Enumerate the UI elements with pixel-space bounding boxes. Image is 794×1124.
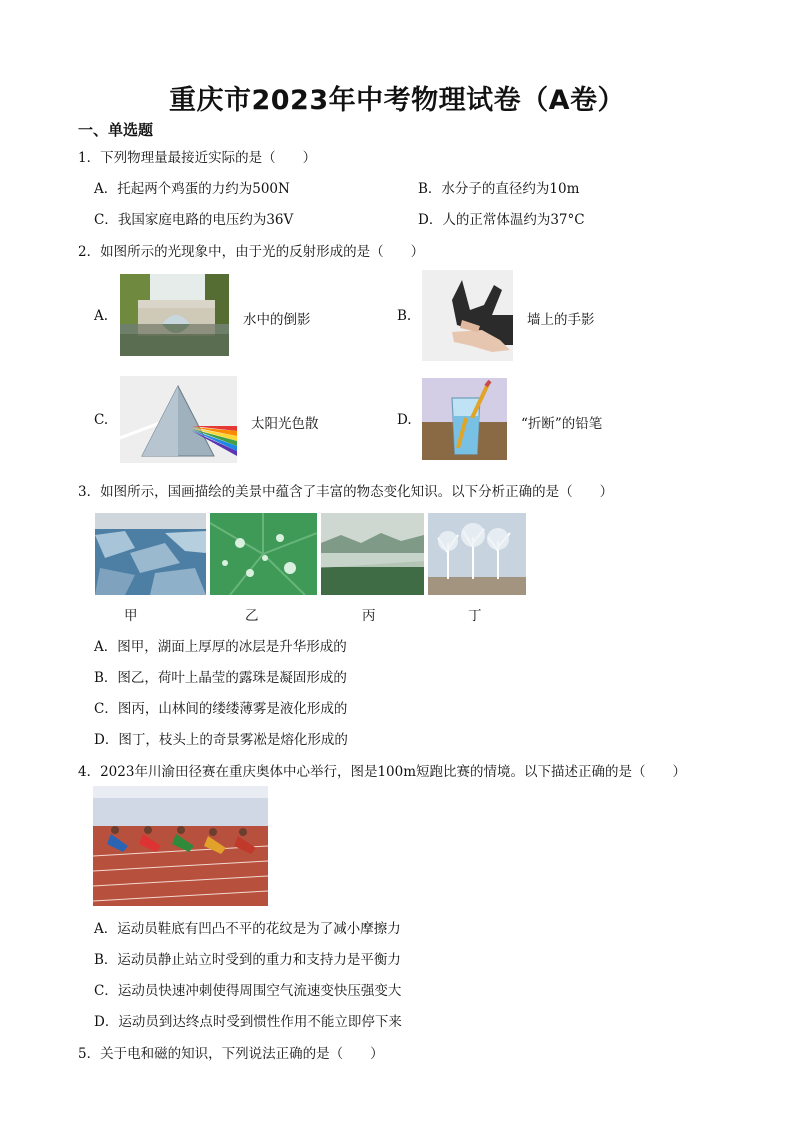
q1-option-d: D．人的正常体温约为37°C (418, 212, 585, 228)
q3-option-a: A．图甲，湖面上厚厚的冰层是升华形成的 (94, 639, 347, 655)
rime-trees-photo (428, 513, 526, 595)
q1-option-c: C．我国家庭电路的电压约为36V (94, 212, 294, 228)
question-5-stem: 5．关于电和磁的知识，下列说法正确的是（ ） (78, 1046, 384, 1062)
q3-label-bing: 丙 (362, 608, 376, 624)
bridge-reflection-photo (120, 274, 229, 356)
prism-dispersion-image (120, 376, 237, 463)
q2-caption-a: 水中的倒影 (243, 312, 311, 328)
q4-option-d: D．运动员到达终点时受到惯性作用不能立即停下来 (94, 1014, 402, 1030)
page-title: 重庆市2023年中考物理试卷（A卷） (168, 85, 626, 116)
q3-label-jia: 甲 (124, 608, 138, 624)
q3-option-c: C．图丙，山林间的缕缕薄雾是液化形成的 (94, 701, 348, 717)
q3-label-ding: 丁 (468, 608, 482, 624)
question-2-stem: 2．如图所示的光现象中，由于光的反射形成的是（ ） (78, 244, 425, 260)
q4-option-a: A．运动员鞋底有凹凸不平的花纹是为了减小摩擦力 (94, 921, 401, 937)
q4-option-c: C．运动员快速冲刺使得周围空气流速变快压强变大 (94, 983, 402, 999)
q2-caption-b: 墙上的手影 (527, 312, 595, 328)
q3-label-yi: 乙 (245, 608, 259, 624)
q2-caption-c: 太阳光色散 (251, 416, 319, 432)
q2-option-d-letter: D. (397, 412, 412, 428)
q4-option-b: B．运动员静止站立时受到的重力和支持力是平衡力 (94, 952, 401, 968)
q3-option-b: B．图乙，荷叶上晶莹的露珠是凝固形成的 (94, 670, 347, 686)
section-heading: 一、单选题 (78, 121, 154, 139)
question-3-stem: 3．如图所示，国画描绘的美景中蕴含了丰富的物态变化知识。以下分析正确的是（ ） (78, 484, 614, 500)
q2-option-a-letter: A. (94, 308, 109, 324)
q1-option-b: B．水分子的直径约为10m (418, 181, 580, 197)
q2-caption-d: “折断”的铅笔 (521, 416, 603, 432)
q2-option-b-letter: B. (397, 308, 412, 324)
lotus-leaf-dew-photo (210, 513, 317, 595)
hand-shadow-photo (422, 270, 513, 361)
q1-option-a: A．托起两个鸡蛋的力约为500N (94, 181, 290, 197)
misty-forest-photo (321, 513, 424, 595)
q3-option-d: D．图丁，枝头上的奇景雾凇是熔化形成的 (94, 732, 348, 748)
sprint-race-photo (93, 786, 268, 906)
question-4-stem: 4．2023年川渝田径赛在重庆奥体中心举行，图是100m短跑比赛的情境。以下描述正确的是（ ） (78, 764, 687, 780)
ice-lake-photo (95, 513, 206, 595)
question-1-stem: 1．下列物理量最接近实际的是（ ） (78, 150, 317, 166)
q2-option-c-letter: C. (94, 412, 109, 428)
bent-pencil-glass-image (422, 378, 507, 460)
